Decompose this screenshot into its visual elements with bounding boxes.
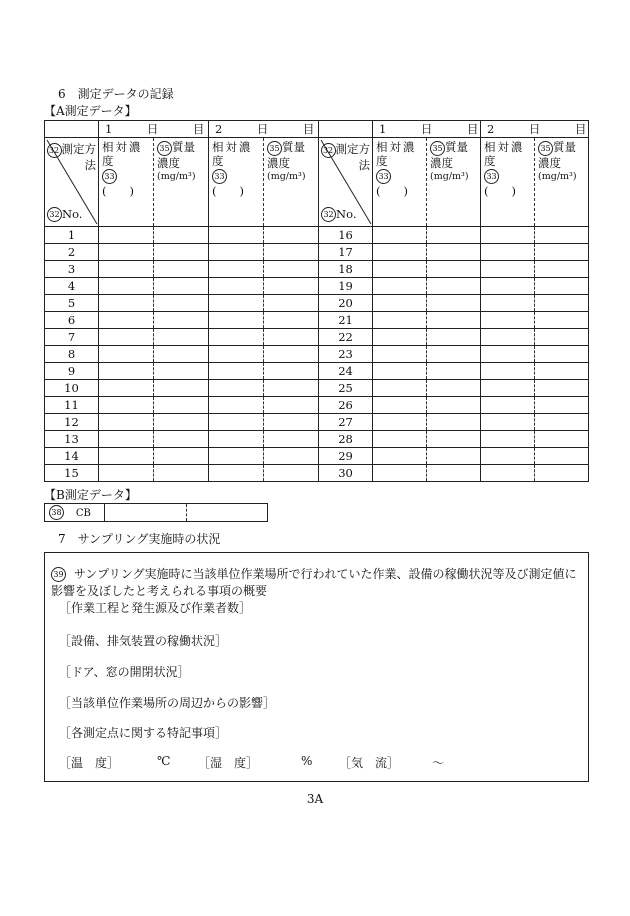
row-number: 6	[45, 312, 99, 329]
table-row	[45, 244, 589, 261]
mass-conc-d1-cell[interactable]	[154, 278, 209, 295]
table-row	[45, 278, 589, 295]
airflow-label: ［気 流］	[339, 756, 400, 770]
mass-conc-d1-cell-right[interactable]	[427, 346, 481, 363]
mass-conc-d1-cell-right[interactable]	[427, 244, 481, 261]
rel-conc-d2-cell-right[interactable]	[481, 329, 535, 346]
circled-32-no: 32	[47, 207, 62, 222]
rel-conc-d2-cell-right[interactable]	[481, 431, 535, 448]
table-row	[45, 312, 589, 329]
rel-conc-d2-cell-right[interactable]	[481, 346, 535, 363]
row-number-right: 25	[319, 380, 373, 397]
mass-conc-d2-cell[interactable]	[264, 312, 319, 329]
row-number-right: 21	[319, 312, 373, 329]
row-number-right: 22	[319, 329, 373, 346]
rel-conc-d1-cell-right[interactable]	[373, 278, 427, 295]
rel-conc-d1-cell-right[interactable]	[373, 329, 427, 346]
day1-label-right: 1 日 目	[373, 121, 481, 138]
row-number: 7	[45, 329, 99, 346]
mass-conc-d2-cell-right[interactable]	[535, 312, 589, 329]
day2-label-right: 2 日 目	[481, 121, 589, 138]
mass-conc-d1-cell-right[interactable]	[427, 465, 481, 482]
row-number: 11	[45, 397, 99, 414]
rel-conc-d2-cell-right[interactable]	[481, 261, 535, 278]
mass-conc-d1-cell[interactable]	[154, 431, 209, 448]
mass-conc-d2-cell[interactable]	[264, 380, 319, 397]
rel-conc-d2-cell-right[interactable]	[481, 244, 535, 261]
mass-conc-d2-cell-right[interactable]	[535, 431, 589, 448]
mass-conc-d2-cell[interactable]	[264, 448, 319, 465]
mass-conc-d2-cell-right[interactable]	[535, 397, 589, 414]
rel-conc-d1-cell[interactable]	[99, 244, 154, 261]
sampling-item-1: ［設備、排気装置の稼働状況］	[59, 634, 228, 648]
mass-conc-d1-cell-right[interactable]	[427, 397, 481, 414]
mass-conc-d2-cell[interactable]	[264, 465, 319, 482]
circled-39: 39	[51, 567, 66, 582]
mass-conc-d2-cell-right[interactable]	[535, 278, 589, 295]
row-number-right: 28	[319, 431, 373, 448]
humidity-unit: %	[301, 754, 313, 768]
mass-conc-d2-cell-right[interactable]	[535, 261, 589, 278]
row-number-right: 30	[319, 465, 373, 482]
row-number: 14	[45, 448, 99, 465]
rel-conc-d2-cell-right[interactable]	[481, 397, 535, 414]
mass-conc-d2-cell[interactable]	[264, 431, 319, 448]
rel-conc-d2-cell-right[interactable]	[481, 414, 535, 431]
mass-conc-d2-cell-right[interactable]	[535, 363, 589, 380]
rel-conc-d1-cell-right[interactable]	[373, 346, 427, 363]
airflow-range: ～	[432, 756, 445, 770]
mass-conc-d1-cell[interactable]	[154, 465, 209, 482]
row-number-right: 26	[319, 397, 373, 414]
mass-conc-d1-cell[interactable]	[154, 312, 209, 329]
mass-conc-d1-cell[interactable]	[154, 363, 209, 380]
page-number: 3A	[306, 792, 324, 806]
mass-conc-d1-cell[interactable]	[154, 295, 209, 312]
day1-label: 1 日 目	[99, 121, 209, 138]
row-number: 1	[45, 227, 99, 244]
mass-conc-header-d1: 35 質量濃度 (mg/m³)	[154, 138, 209, 227]
rel-conc-d1-cell-right[interactable]	[373, 261, 427, 278]
table-row	[45, 380, 589, 397]
mass-conc-d2-cell-right[interactable]	[535, 448, 589, 465]
rel-conc-d2-cell[interactable]	[209, 278, 264, 295]
mass-conc-d2-cell[interactable]	[264, 261, 319, 278]
rel-conc-d2-cell[interactable]	[209, 363, 264, 380]
rel-conc-d1-cell[interactable]	[99, 414, 154, 431]
method-no-header	[45, 138, 99, 227]
rel-conc-d1-cell-right[interactable]	[373, 397, 427, 414]
mass-conc-header-d2: 35 質量濃度 (mg/m³)	[264, 138, 319, 227]
rel-conc-d1-cell-right[interactable]	[373, 465, 427, 482]
rel-conc-d1-cell[interactable]	[99, 261, 154, 278]
mass-conc-d1-cell[interactable]	[154, 261, 209, 278]
mass-conc-d1-cell-right[interactable]	[427, 278, 481, 295]
mass-conc-d2-cell[interactable]	[264, 278, 319, 295]
rel-conc-d2-cell[interactable]	[209, 448, 264, 465]
row-number-right: 27	[319, 414, 373, 431]
mass-conc-d1-cell-right[interactable]	[427, 261, 481, 278]
section-6-title: 6 測定データの記録	[58, 87, 174, 101]
rel-conc-d1-cell[interactable]	[99, 397, 154, 414]
table-row	[45, 346, 589, 363]
mass-conc-d1-cell-right[interactable]	[427, 312, 481, 329]
b-data-title: 【B測定データ】	[44, 488, 137, 502]
mass-conc-d1-cell[interactable]	[154, 227, 209, 244]
mass-conc-d1-cell[interactable]	[154, 397, 209, 414]
mass-conc-d1-cell[interactable]	[154, 346, 209, 363]
mass-conc-d2-cell-right[interactable]	[535, 346, 589, 363]
row-number: 9	[45, 363, 99, 380]
a-data-title: 【A測定データ】	[44, 104, 137, 118]
mass-conc-d1-cell-right[interactable]	[427, 380, 481, 397]
row-number: 15	[45, 465, 99, 482]
table-row	[45, 227, 589, 244]
row-number-right: 29	[319, 448, 373, 465]
rel-conc-d2-cell[interactable]	[209, 329, 264, 346]
row-number-right: 20	[319, 295, 373, 312]
rel-conc-d2-cell-right[interactable]	[481, 227, 535, 244]
rel-conc-d1-cell-right[interactable]	[373, 227, 427, 244]
table-row	[45, 465, 589, 482]
b-data-dashed-divider	[186, 504, 187, 521]
rel-conc-d2-cell-right[interactable]	[481, 363, 535, 380]
method-label: 測定方法	[61, 142, 96, 172]
table-row	[45, 414, 589, 431]
mass-conc-d2-cell-right[interactable]	[535, 295, 589, 312]
table-row	[45, 295, 589, 312]
row-number-right: 17	[319, 244, 373, 261]
row-number: 10	[45, 380, 99, 397]
sampling-box	[44, 552, 589, 782]
mass-conc-d2-cell[interactable]	[264, 244, 319, 261]
mass-conc-d1-cell-right[interactable]	[427, 363, 481, 380]
day2-label: 2 日 目	[209, 121, 319, 138]
mass-conc-d2-cell-right[interactable]	[535, 329, 589, 346]
rel-conc-d2-cell-right[interactable]	[481, 465, 535, 482]
mass-conc-d1-cell-right[interactable]	[427, 227, 481, 244]
rel-conc-d1-cell[interactable]	[99, 346, 154, 363]
row-number-right: 19	[319, 278, 373, 295]
mass-conc-header-d2-right: 35 質量濃度 (mg/m³)	[535, 138, 589, 227]
mass-conc-d2-cell-right[interactable]	[535, 244, 589, 261]
rel-conc-d2-cell-right[interactable]	[481, 380, 535, 397]
b-data-label-cell	[45, 504, 105, 521]
table-row	[45, 363, 589, 380]
rel-conc-d2-cell-right[interactable]	[481, 448, 535, 465]
rel-conc-d1-cell-right[interactable]	[373, 244, 427, 261]
mass-conc-d2-cell[interactable]	[264, 397, 319, 414]
rel-conc-header-d2: 相対濃度 33 ( )	[209, 138, 264, 227]
rel-conc-d2-cell[interactable]	[209, 465, 264, 482]
table-row	[45, 329, 589, 346]
row-number: 12	[45, 414, 99, 431]
rel-conc-header-d1-right: 相対濃度 33 ( )	[373, 138, 427, 227]
data-rows	[45, 227, 589, 482]
rel-conc-d1-cell[interactable]	[99, 363, 154, 380]
rel-conc-d2-cell[interactable]	[209, 295, 264, 312]
b-data-box	[44, 503, 268, 522]
rel-conc-d1-cell-right[interactable]	[373, 295, 427, 312]
rel-conc-d2-cell[interactable]	[209, 431, 264, 448]
rel-conc-d1-cell-right[interactable]	[373, 448, 427, 465]
mass-conc-d2-cell[interactable]	[264, 346, 319, 363]
mass-conc-d1-cell[interactable]	[154, 329, 209, 346]
row-number: 5	[45, 295, 99, 312]
mass-conc-d1-cell[interactable]	[154, 414, 209, 431]
mass-conc-d2-cell-right[interactable]	[535, 380, 589, 397]
cb-label: CB	[75, 508, 91, 519]
row-number-right: 18	[319, 261, 373, 278]
method-no-header-right: 32 測定方法 32 No.	[319, 138, 373, 227]
mass-conc-d2-cell-right[interactable]	[535, 414, 589, 431]
row-number-right: 16	[319, 227, 373, 244]
rel-conc-d2-cell[interactable]	[209, 261, 264, 278]
sampling-lead-text: サンプリング実施時に当該単位作業場所で行われていた作業、設備の稼働状況等及び測定値に影響を及ぼしたと考えられる事項の概要	[51, 567, 577, 598]
rel-conc-d1-cell[interactable]	[99, 312, 154, 329]
rel-conc-d2-cell-right[interactable]	[481, 278, 535, 295]
row-number: 3	[45, 261, 99, 278]
rel-conc-d2-cell[interactable]	[209, 244, 264, 261]
mass-conc-d1-cell-right[interactable]	[427, 448, 481, 465]
mass-conc-d2-cell[interactable]	[264, 414, 319, 431]
mass-conc-d1-cell-right[interactable]	[427, 295, 481, 312]
row-number-right: 24	[319, 363, 373, 380]
row-number-right: 23	[319, 346, 373, 363]
rel-conc-d1-cell[interactable]	[99, 227, 154, 244]
row-number: 13	[45, 431, 99, 448]
table-row	[45, 397, 589, 414]
sampling-item-4: ［各測定点に関する特記事項］	[59, 726, 228, 740]
circled-38: 38	[49, 505, 64, 520]
rel-conc-d1-cell-right[interactable]	[373, 380, 427, 397]
mass-conc-d1-cell-right[interactable]	[427, 329, 481, 346]
sampling-item-0: ［作業工程と発生源及び作業者数］	[59, 601, 252, 615]
sampling-lead	[51, 566, 581, 600]
mass-conc-header-d1-right: 35 質量濃度 (mg/m³)	[427, 138, 481, 227]
mass-conc-d2-cell-right[interactable]	[535, 227, 589, 244]
mass-conc-d2-cell-right[interactable]	[535, 465, 589, 482]
mass-conc-d2-cell[interactable]	[264, 329, 319, 346]
temp-unit: ℃	[157, 754, 171, 768]
rel-conc-d1-cell[interactable]	[99, 329, 154, 346]
temp-label: ［温 度］	[59, 756, 120, 770]
rel-conc-d1-cell[interactable]	[99, 278, 154, 295]
rel-conc-d2-cell[interactable]	[209, 312, 264, 329]
column-header-row	[45, 138, 589, 227]
rel-conc-d1-cell-right[interactable]	[373, 363, 427, 380]
a-data-table	[44, 120, 589, 482]
mass-conc-d1-cell[interactable]	[154, 380, 209, 397]
rel-conc-d1-cell-right[interactable]	[373, 312, 427, 329]
circled-32: 32	[47, 143, 62, 158]
row-number: 8	[45, 346, 99, 363]
rel-conc-d1-cell[interactable]	[99, 465, 154, 482]
rel-conc-d2-cell-right[interactable]	[481, 312, 535, 329]
rel-conc-d1-cell-right[interactable]	[373, 414, 427, 431]
mass-conc-d1-cell[interactable]	[154, 244, 209, 261]
humidity-label: ［湿 度］	[198, 756, 259, 770]
rel-conc-d2-cell-right[interactable]	[481, 295, 535, 312]
mass-conc-d1-cell-right[interactable]	[427, 431, 481, 448]
sampling-item-3: ［当該単位作業場所の周辺からの影響］	[59, 696, 276, 710]
rel-conc-d2-cell[interactable]	[209, 346, 264, 363]
rel-conc-d1-cell[interactable]	[99, 380, 154, 397]
rel-conc-d1-cell-right[interactable]	[373, 431, 427, 448]
mass-conc-d1-cell-right[interactable]	[427, 414, 481, 431]
rel-conc-d1-cell[interactable]	[99, 448, 154, 465]
no-label: No.	[62, 206, 83, 221]
table-row	[45, 448, 589, 465]
mass-conc-d2-cell[interactable]	[264, 227, 319, 244]
rel-conc-d2-cell[interactable]	[209, 380, 264, 397]
rel-conc-header-d1: 相対濃度 33 ( )	[99, 138, 154, 227]
mass-conc-d2-cell[interactable]	[264, 295, 319, 312]
table-row	[45, 431, 589, 448]
rel-conc-d2-cell[interactable]	[209, 414, 264, 431]
rel-conc-d1-cell[interactable]	[99, 431, 154, 448]
sampling-item-2: ［ドア、窓の開閉状況］	[59, 665, 190, 679]
rel-conc-d2-cell[interactable]	[209, 227, 264, 244]
row-number: 4	[45, 278, 99, 295]
rel-conc-d2-cell[interactable]	[209, 397, 264, 414]
rel-conc-header-d2-right: 相対濃度 33 ( )	[481, 138, 535, 227]
row-number: 2	[45, 244, 99, 261]
mass-conc-d1-cell[interactable]	[154, 448, 209, 465]
rel-conc-d1-cell[interactable]	[99, 295, 154, 312]
day-header-row	[45, 121, 589, 138]
section-7-title: 7 サンプリング実施時の状況	[58, 532, 221, 546]
table-row	[45, 261, 589, 278]
mass-conc-d2-cell[interactable]	[264, 363, 319, 380]
